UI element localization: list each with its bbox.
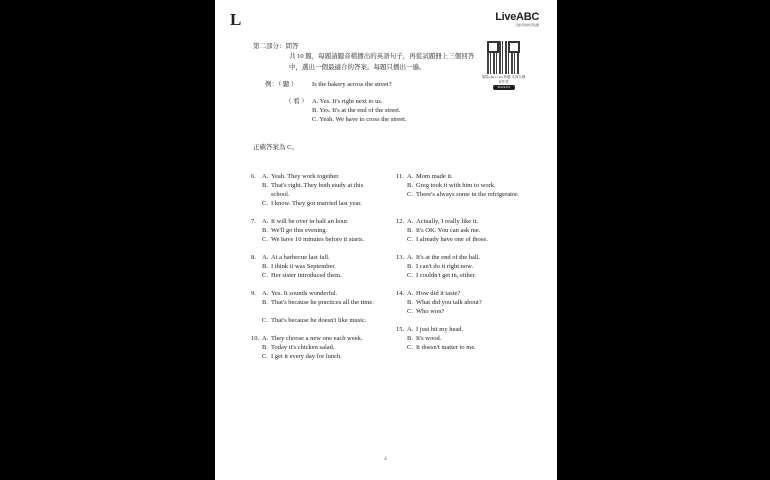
answer-option[interactable] xyxy=(262,298,377,307)
option-letter: C. xyxy=(262,317,268,324)
question-number: 11. xyxy=(396,173,404,180)
answer-option[interactable] xyxy=(407,298,522,307)
option-letter: B. xyxy=(407,299,413,306)
question-item xyxy=(396,253,541,293)
option-letter: C. xyxy=(407,308,413,315)
question-number: 7. xyxy=(251,218,256,225)
option-text: I already have one of those. xyxy=(416,236,488,243)
question-number: 13. xyxy=(396,254,405,261)
question-number: 14. xyxy=(396,290,405,297)
answer-option[interactable] xyxy=(407,181,522,190)
option-text: That's because he doesn't like music. xyxy=(271,317,367,324)
option-text: Mom made it. xyxy=(416,173,453,180)
option-text: Actually, I really like it. xyxy=(416,218,479,225)
option-letter: C. xyxy=(262,236,268,243)
answer-option[interactable] xyxy=(407,325,522,334)
answer-option[interactable] xyxy=(262,289,377,298)
example-option xyxy=(312,106,401,115)
option-letter: A. xyxy=(262,173,269,180)
answer-option[interactable] xyxy=(262,199,377,208)
option-text: I couldn't get in, either. xyxy=(416,272,477,279)
question-item xyxy=(396,217,541,257)
answer-option[interactable] xyxy=(407,307,522,316)
question-number: 6. xyxy=(251,173,256,180)
option-letter: A. xyxy=(407,326,414,333)
option-text: It's OK. You can ask me. xyxy=(416,227,481,234)
option-text: Yes. It sounds wonderful. xyxy=(271,290,338,297)
answer-option[interactable] xyxy=(407,217,522,226)
option-letter: B. xyxy=(407,182,413,189)
question-number: 9. xyxy=(251,290,256,297)
answer-option[interactable] xyxy=(407,172,522,181)
answer-line: 正確答案為 C。 xyxy=(253,144,298,151)
option-letter: B. xyxy=(407,227,413,234)
option-letter: A. xyxy=(407,218,414,225)
option-text: Greg took it with him to work. xyxy=(416,182,496,189)
option-text: Who won? xyxy=(416,308,445,315)
answer-option[interactable] xyxy=(262,316,377,325)
qr-caption-text: 掃描 QR Code 聆聽 本部分錄音作答 xyxy=(481,75,526,84)
question-number: 12. xyxy=(396,218,405,225)
option-text: We have 10 minutes before it starts. xyxy=(271,236,365,243)
logo-text: LiveABC xyxy=(495,11,539,23)
answer-option[interactable] xyxy=(407,235,522,244)
liveabc-logo xyxy=(495,11,539,27)
example-option-text: Yeah. We have to cross the street. xyxy=(319,116,407,123)
option-text: I know. They got married last year. xyxy=(271,200,362,207)
option-letter: A. xyxy=(262,335,269,342)
option-letter: B. xyxy=(407,263,413,270)
logo-subtext: 互動英語教學集團 xyxy=(514,23,539,27)
question-item xyxy=(396,172,541,212)
page-number: 4 xyxy=(384,456,387,462)
answer-option[interactable] xyxy=(262,343,377,352)
option-text: That's because he practices all the time. xyxy=(271,299,374,306)
answer-option[interactable] xyxy=(407,253,522,262)
qr-caption xyxy=(481,75,526,90)
option-letter: C. xyxy=(407,344,413,351)
option-letter: B. xyxy=(262,227,268,234)
answer-option[interactable] xyxy=(262,226,377,235)
option-text: I think it was September. xyxy=(271,263,336,270)
option-letter: B. xyxy=(407,335,413,342)
answer-option[interactable] xyxy=(262,352,377,361)
worksheet-page xyxy=(215,0,557,480)
instructions: 共 10 題，每題請聽音檔播出的英語句子，再從試題冊上三個回答中，選出一個最適合的答案。每題只播出一遍。 xyxy=(289,53,475,71)
option-letter: C. xyxy=(407,272,413,279)
question-item xyxy=(396,289,541,329)
answer-option[interactable] xyxy=(407,190,522,199)
qr-code-icon[interactable] xyxy=(487,41,520,74)
option-letter: C. xyxy=(262,200,268,207)
answer-option[interactable] xyxy=(407,226,522,235)
option-text: What did you talk about? xyxy=(416,299,482,306)
section-letter: L xyxy=(230,10,242,29)
question-number: 8. xyxy=(251,254,256,261)
example-listen-label: 例：（ 聽 ） xyxy=(265,81,298,88)
answer-option[interactable] xyxy=(262,181,377,199)
option-text: How did it taste? xyxy=(416,290,461,297)
option-letter: C. xyxy=(262,353,268,360)
example-option-text: Yes. It's right next to us. xyxy=(319,98,383,105)
answer-option[interactable] xyxy=(407,289,522,298)
answer-option[interactable] xyxy=(262,235,377,244)
option-text: They choose a new one each week. xyxy=(271,335,363,342)
answer-option[interactable] xyxy=(407,262,522,271)
option-letter: A. xyxy=(407,173,414,180)
option-text: Her sister introduced them. xyxy=(271,272,342,279)
option-text: At a barbecue last fall. xyxy=(271,254,330,261)
example-option xyxy=(312,115,407,124)
option-letter: A. xyxy=(262,218,269,225)
option-text: It's at the end of the hall. xyxy=(416,254,481,261)
question-number: 10. xyxy=(251,335,260,342)
option-letter: B. xyxy=(262,299,268,306)
answer-option[interactable] xyxy=(262,172,377,181)
example-read-label: （ 看 ） xyxy=(285,98,308,105)
example-option-text: Yes. It's at the end of the street. xyxy=(319,107,401,114)
option-letter: A. xyxy=(407,254,414,261)
question-number: 15. xyxy=(396,326,405,333)
question-item xyxy=(251,172,396,212)
example-option-letter: A. xyxy=(312,98,319,105)
example-option-letter: C. xyxy=(312,116,318,123)
answer-option[interactable] xyxy=(262,253,377,262)
question-item xyxy=(396,325,541,365)
option-text: Today it's chicken salad. xyxy=(271,344,335,351)
option-letter: C. xyxy=(407,191,413,198)
option-text: I get it every day for lunch. xyxy=(271,353,342,360)
answer-option[interactable] xyxy=(407,334,522,343)
option-text: That's right. They both study at this school. xyxy=(271,182,364,198)
answer-option[interactable] xyxy=(262,334,377,343)
question-item xyxy=(251,217,396,257)
answer-option[interactable] xyxy=(262,271,377,280)
answer-option[interactable] xyxy=(407,271,522,280)
example-listen-text: Is the bakery across the street? xyxy=(312,81,392,88)
option-letter: C. xyxy=(407,236,413,243)
option-text: I can't do it right now. xyxy=(416,263,474,270)
option-letter: A. xyxy=(262,254,269,261)
example-option-letter: B. xyxy=(312,107,318,114)
answer-option[interactable] xyxy=(407,343,522,352)
option-letter: C. xyxy=(262,272,268,279)
example-option xyxy=(312,97,383,106)
option-text: It's wood. xyxy=(416,335,442,342)
option-letter: A. xyxy=(407,290,414,297)
option-letter: B. xyxy=(262,263,268,270)
question-item xyxy=(251,334,396,374)
track-badge: Track 03 xyxy=(493,85,515,90)
option-text: Yeah. They work together. xyxy=(271,173,340,180)
answer-option[interactable] xyxy=(262,262,377,271)
option-text: We'll go this evening. xyxy=(271,227,328,234)
question-item xyxy=(251,289,396,329)
option-letter: B. xyxy=(262,344,268,351)
answer-option[interactable] xyxy=(262,217,377,226)
part-title: 第二部分：問答 xyxy=(253,43,299,50)
option-letter: B. xyxy=(262,182,268,189)
option-text: It doesn't matter to me. xyxy=(416,344,476,351)
option-text: There's always some in the refrigerator. xyxy=(416,191,519,198)
option-text: I just hit my head. xyxy=(416,326,464,333)
option-letter: A. xyxy=(262,290,269,297)
option-text: It will be over in half an hour. xyxy=(271,218,349,225)
question-item xyxy=(251,253,396,293)
